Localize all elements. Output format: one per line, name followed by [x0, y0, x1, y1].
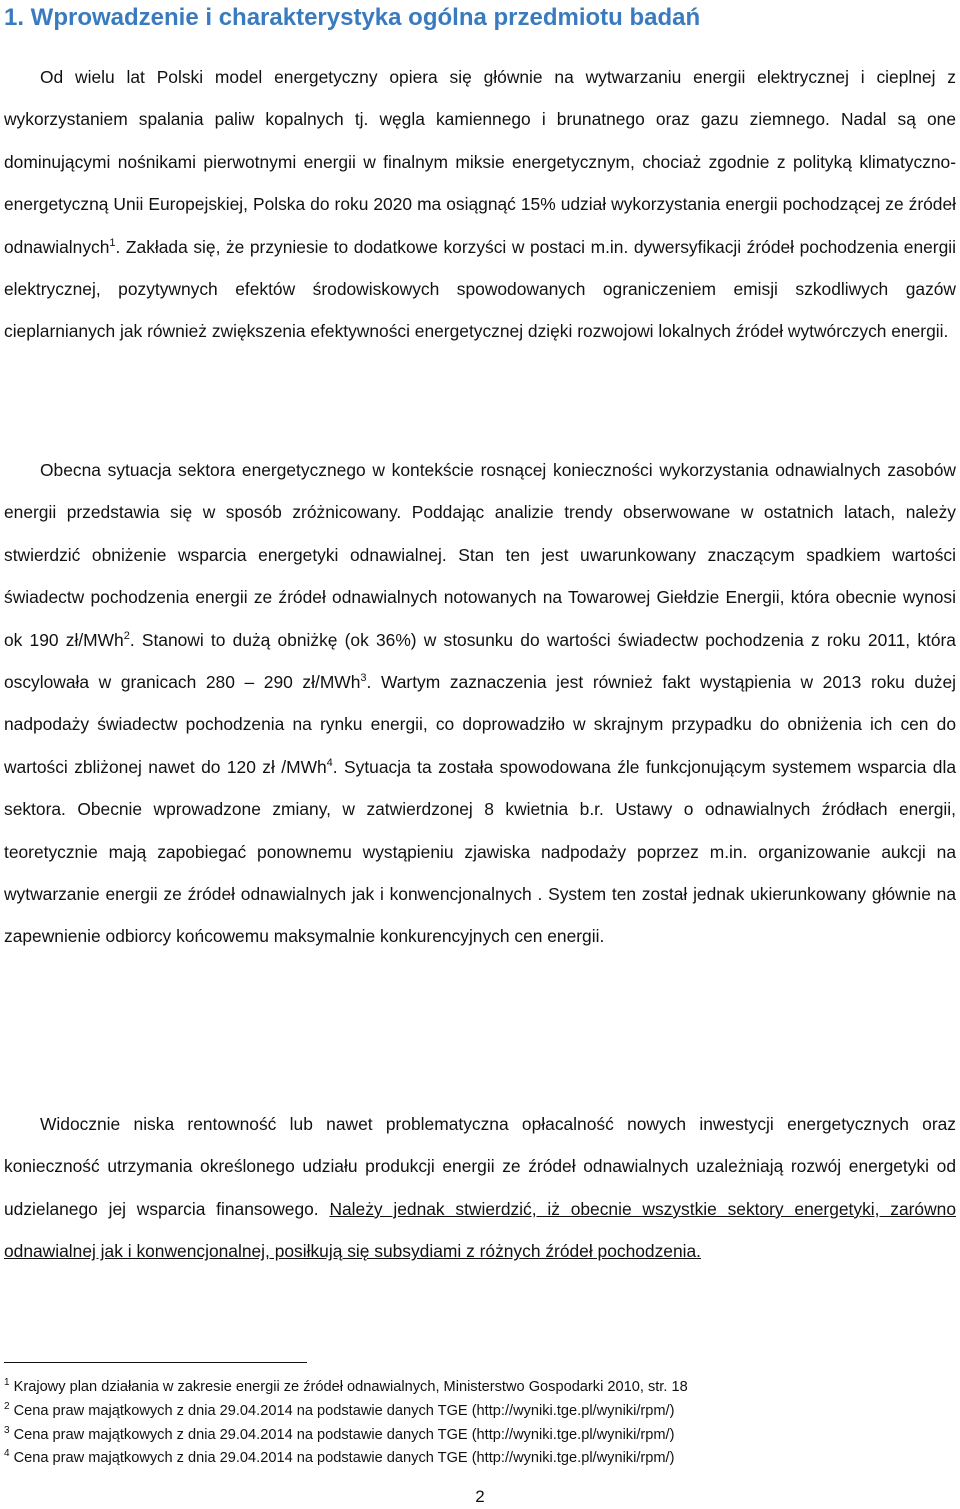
- paragraph-3: [4, 1103, 956, 1273]
- paragraph-2-text-b: . Stanowi to dużą obniżkę (ok 36%) w stosunku do wartości świadectw pochodzenia z roku 2011, która oscylowała w granicach 280 – 290 zł/MWh: [4, 629, 956, 693]
- footnote-ref-2[interactable]: 2: [123, 629, 130, 642]
- paragraph-2-text-d: . Sytuacja ta została spowodowana źle funkcjonującym systemem wsparcia dla sektora. Obecnie wprowadzone zmiany, w zatwierdzonej 8 kwietnia b.r. Ustawy o odnawialnych źródłach energii, teoretycznie mają zapobiegać ponownemu wystąpieniu zjawiska nadpodaży poprzez m.in. organizowanie aukcji na wytwarzanie energii ze źródeł odnawialnych jak i konwencjonalnych . System ten został jednak ukierunkowany głównie na zapewnienie odbiorcy końcowemu maksymalnie konkurencyjnych cen energii.: [4, 756, 956, 947]
- page-number: 2: [475, 1487, 485, 1506]
- paragraph-3-underlined-statement: Należy jednak stwierdzić, iż obecnie wszystkie sektory energetyki, zarówno odnawialnej jak i konwencjonalnej, posiłkują się subsydiami z różnych źródeł pochodzenia.: [4, 1198, 956, 1262]
- footnote-3: [4, 1424, 956, 1448]
- footnote-separator: [4, 1362, 307, 1363]
- footnote-number: 1: [4, 1377, 10, 1389]
- footnote-ref-1[interactable]: 1: [109, 236, 116, 249]
- paragraph-1-text-a: Od wielu lat Polski model energetyczny opiera się głównie na wytwarzaniu energii elektrycznej i cieplnej z wykorzystaniem spalania paliw kopalnych tj. węgla kamiennego i brunatnego oraz gazu ziemnego. Nadal są one dominującymi nośnikami pierwotnymi energii w finalnym miksie energetycznym, chociaż zgodnie z polityką klimatyczno-energetyczną Unii Europejskiej, Polska do roku 2020 ma osiągnąć 15% udział wykorzystania energii pochodzącej ze źródeł odnawialnych: [4, 67, 956, 257]
- paragraph-2-text-c: . Wartym zaznaczenia jest również fakt wystąpienia w 2013 roku dużej nadpodaży świadectw pochodzenia na rynku energii, co doprowadziło w skrajnym przypadku do obniżenia ich cen do wartości zbliżonej nawet do 120 zł /MWh: [4, 672, 956, 777]
- section-heading: 1. Wprowadzenie i charakterystyka ogólna przedmiotu badań: [4, 4, 701, 31]
- footnote-ref-3[interactable]: 3: [360, 672, 367, 685]
- paragraph-2-text-a: Obecna sytuacja sektora energetycznego w kontekście rosnącej konieczności wykorzystania odnawialnych zasobów energii przedstawia się w sposób zróżnicowany. Poddając analizie trendy obserwowane w ostatnich latach, należy stwierdzić obniżenie wsparcia energetyki odnawialnej. Stan ten jest uwarunkowany znaczącym spadkiem wartości świadectw pochodzenia energii ze źródeł odnawialnych notowanych na Towarowej Giełdzie Energii, która obecnie wynosi ok 190 zł/MWh: [4, 460, 956, 650]
- paragraph-1-text-b: . Zakłada się, że przyniesie to dodatkowe korzyści w postaci m.in. dywersyfikacji źródeł pochodzenia energii elektrycznej, pozytywnych efektów środowiskowych spowodowanych ograniczeniem emisji szkodliwych gazów cieplarnianych jak również zwiększenia efektywności energetycznej dzięki rozwojowi lokalnych źródeł wytwórczych energii.: [4, 236, 956, 342]
- footnote-number: 2: [4, 1400, 10, 1412]
- paragraph-3-text-a: Widocznie niska rentowność lub nawet problematyczna opłacalność nowych inwestycji energetycznych oraz konieczność utrzymania określonego udziału produkcji energii ze źródeł odnawialnych uzależniają rozwój energetyki od udzielanego jej wsparcia finansowego.: [4, 1114, 956, 1219]
- footnotes: [4, 1376, 956, 1471]
- footnote-1: [4, 1376, 956, 1400]
- footnote-2: [4, 1400, 956, 1424]
- paragraph-1: [4, 56, 956, 353]
- footnote-text: Krajowy plan działania w zakresie energii ze źródeł odnawialnych, Ministerstwo Gospodarki 2010, str. 18: [9, 1379, 688, 1395]
- footnote-number: 3: [4, 1424, 10, 1436]
- footnote-text: Cena praw majątkowych z dnia 29.04.2014 na podstawie danych TGE (http://wyniki.tge.pl/wyniki/rpm/): [9, 1426, 675, 1443]
- footnote-number: 4: [4, 1448, 10, 1460]
- footnote-text: Cena praw majątkowych z dnia 29.04.2014 na podstawie danych TGE (http://wyniki.tge.pl/wyniki/rpm/): [9, 1402, 675, 1419]
- footnote-text: Cena praw majątkowych z dnia 29.04.2014 na podstawie danych TGE (http://wyniki.tge.pl/wyniki/rpm/): [9, 1450, 675, 1467]
- footnote-ref-4[interactable]: 4: [326, 757, 333, 770]
- footnote-4: [4, 1447, 956, 1471]
- paragraph-2: [4, 449, 956, 958]
